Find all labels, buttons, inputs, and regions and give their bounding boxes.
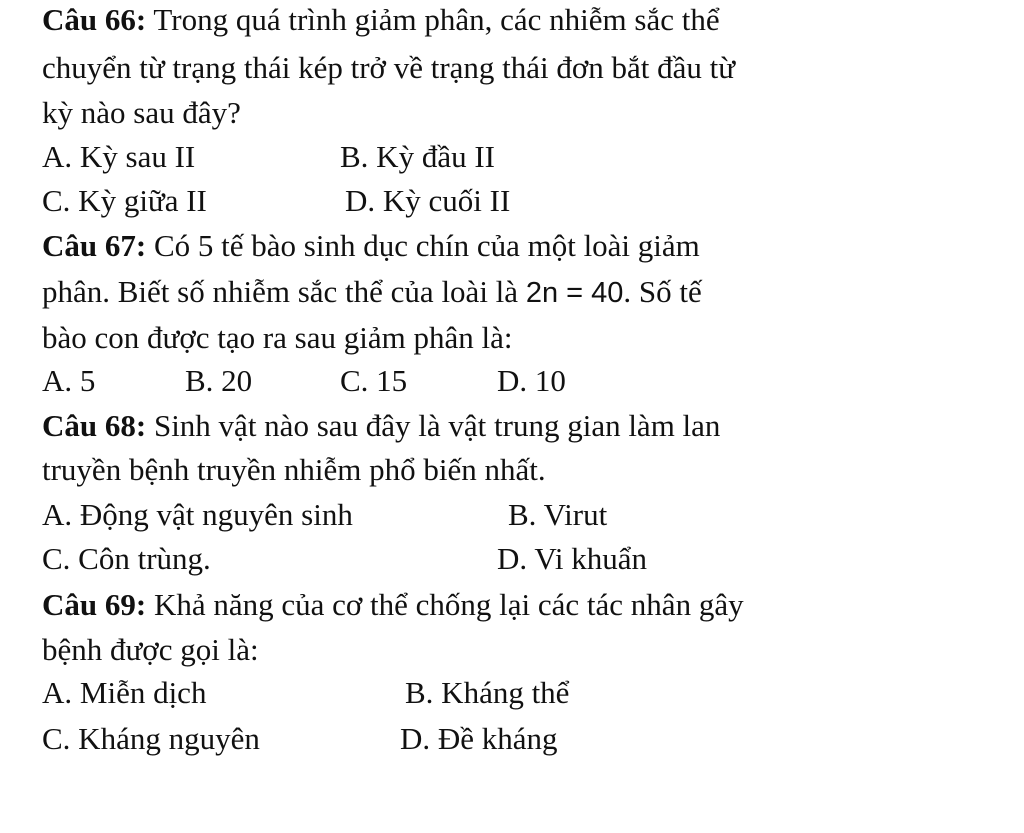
question-68-option-a: A. Động vật nguyên sinh xyxy=(42,497,353,532)
question-67-option-a: A. 5 xyxy=(42,363,96,398)
question-66-option-d: D. Kỳ cuối II xyxy=(345,183,511,218)
question-69-label: Câu 69: xyxy=(42,587,147,622)
question-66-option-a: A. Kỳ sau II xyxy=(42,139,196,174)
question-67-line-2 xyxy=(42,272,702,313)
question-69-option-b: B. Kháng thể xyxy=(405,675,570,710)
question-68-line-1 xyxy=(42,406,720,446)
question-69-option-a: A. Miễn dịch xyxy=(42,675,207,710)
question-67-line-3: bào con được tạo ra sau giảm phân là: xyxy=(42,320,513,355)
question-67-formula: 2n = 40 xyxy=(525,277,624,309)
question-67-text-2: phân. Biết số nhiễm sắc thể của loài là xyxy=(42,274,526,309)
question-67-option-b: B. 20 xyxy=(185,363,253,398)
question-69-option-d: D. Đề kháng xyxy=(400,721,558,756)
question-68-line-2: truyền bệnh truyền nhiễm phổ biến nhất. xyxy=(42,452,546,487)
question-68-label: Câu 68: xyxy=(42,408,147,443)
question-67-option-c: C. 15 xyxy=(340,363,408,398)
question-68-option-b: B. Virut xyxy=(508,497,608,532)
question-67-line-1 xyxy=(42,226,700,266)
question-67-label: Câu 67: xyxy=(42,228,147,263)
question-67-text: Có 5 tế bào sinh dục chín của một loài giảm xyxy=(153,228,700,263)
question-68-option-d: D. Vi khuẩn xyxy=(497,541,647,576)
question-66-option-b: B. Kỳ đầu II xyxy=(340,139,495,174)
question-69-line-1 xyxy=(42,585,744,625)
question-66-option-c: C. Kỳ giữa II xyxy=(42,183,207,218)
question-66-line-3: kỳ nào sau đây? xyxy=(42,95,241,130)
question-66-text: Trong quá trình giảm phân, các nhiễm sắc thể xyxy=(153,2,720,37)
question-67-option-d: D. 10 xyxy=(497,363,566,398)
question-66-line-2: chuyển từ trạng thái kép trở về trạng thái đơn bắt đầu từ xyxy=(42,50,736,85)
question-68-text: Sinh vật nào sau đây là vật trung gian làm lan xyxy=(153,408,721,443)
question-67-text-3: . Số tế xyxy=(623,274,702,309)
question-69-option-c: C. Kháng nguyên xyxy=(42,721,260,756)
question-69-text: Khả năng của cơ thể chống lại các tác nhân gây xyxy=(153,587,744,622)
question-66-label: Câu 66: xyxy=(42,2,147,37)
question-68-option-c: C. Côn trùng. xyxy=(42,541,211,576)
question-66-line-1 xyxy=(42,0,720,40)
question-69-line-2: bệnh được gọi là: xyxy=(42,632,259,667)
